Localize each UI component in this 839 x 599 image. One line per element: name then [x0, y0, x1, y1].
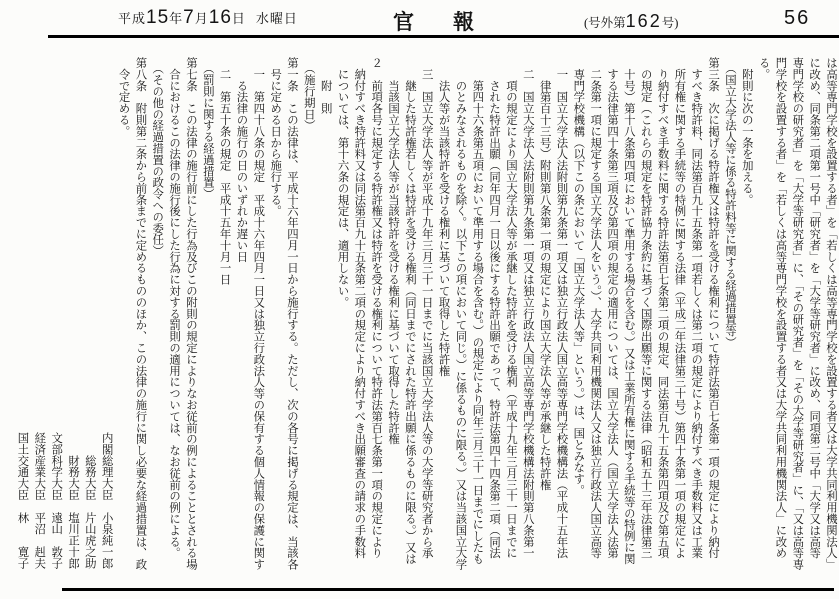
issue-num: 162 [625, 11, 662, 31]
gazette-title: 官 報 [393, 10, 483, 34]
text-column: 項の規定により国立大学法人等が承継した特許を受ける権利（平成十九年三月三十一日までに [504, 57, 517, 559]
date-day-unit: 日 [231, 11, 246, 26]
minister-signature: 財務大臣 塩川正十郎 [67, 432, 80, 569]
text-column: 第四十六条第五項において準用する場合を含む。）の規定により同年三月三十一日までにしたも [471, 57, 484, 565]
text-column: 専門学校の研究者」を「大学等研究者」に、「その研究者」を「その大学等研究者」に、「又は高等専 [791, 57, 804, 570]
minister-signature: 総務大臣 片山虎之助 [83, 432, 96, 569]
text-column: すべき特許料、同法第百九十五条第一項若しくは第二項の規定により納付すべき手数料又は工業 [690, 57, 703, 559]
text-column: 令で定める。 [117, 57, 130, 137]
text-column: 第七条 この法律の施行前にした行為及びこの附則の規定によりなお従前の例によることとされる場 [184, 57, 197, 570]
text-column: る法律の施行の日のいずれか遅い日 [235, 57, 248, 263]
page-number: 56 [784, 7, 811, 29]
issue-prefix: (号外第 [584, 16, 626, 30]
text-column: 継した特許権若しくは特許を受ける権利（同日までにされた特許出願に係るものに限る。）又は [403, 57, 416, 565]
text-column: 第八条 附則第二条から前条までに定めるもののほか、この法律の施行に関し必要な経過措置は、政 [134, 57, 147, 570]
text-column: 合におけるこの法律の施行後にした行為に対する罰則の適用については、なお従前の例による。 [168, 57, 181, 559]
issue-date [118, 7, 298, 29]
text-column: （その他の経過措置の政令への委任） [151, 57, 164, 257]
text-column: 所有権に関する手続等の特例に関する法律（平成二年法律第三十号）第四十条第一項の規定によ [673, 57, 686, 559]
text-column: （罰則に関する経過措置） [201, 57, 214, 200]
date-year: 15 [146, 7, 170, 28]
text-column: 門学校を設置する者」を「若しくは高等専門学校を設置する者又は大学共同利用機関法人」に改め [774, 57, 787, 559]
text-column: る。 [757, 57, 770, 80]
footer-rule [62, 588, 834, 591]
text-column: 第一条 この法律は、平成十六年四月一日から施行する。ただし、次の各号に掲げる規定は、当該各 [286, 57, 298, 570]
text-column: は高等専門学校を設置する者」を「若しくは高等専門学校を設置する者又は大学共同利用機関法人」 [825, 57, 837, 570]
text-column: 専門学校機構（以下この条において「国立大学法人等」という。）は、国とみなす。 [572, 57, 585, 496]
minister-signature: 国土交通大臣 林 寛子 [16, 432, 29, 569]
text-column: 第三条 次に掲げる特許権又は特許を受ける権利について特許法第百七条第一項の規定により納付 [707, 57, 720, 559]
text-column: 三 国立大学法人等が平成十九年三月三十一日までに当該国立大学法人等の大学等研究者から承 [420, 57, 433, 559]
text-column: された特許出願（同年四月一日以後にする特許出願であって、特許法第四十四条第二項（同法 [488, 57, 501, 559]
issue-suffix: 号) [661, 16, 679, 30]
text-column: 一 第四十八条の規定 平成十六年四月一日又は独立行政法人等の保有する個人情報の保護に関す [252, 57, 265, 570]
text-column: については、第十六条の規定は、適用しない。 [336, 57, 349, 308]
minister-signature: 内閣総理大臣 小泉純一郎 [100, 432, 113, 569]
minister-signature: 経済産業大臣 平沼 赳夫 [33, 432, 46, 569]
text-column: 十号）第十八条第四項において準用する場合を含む。）又は工業所有権に関する手続等の特例に関 [622, 57, 635, 565]
text-column: 納付すべき特許料又は同法第百九十五条第二項の規定により納付すべき出願審査の請求の手数料 [353, 57, 366, 559]
date-year-unit: 年 [169, 11, 184, 26]
text-column: り納付すべき手数料に関する特許法第百七条第二項の規定、同法第百九十五条第四項及び第五項 [656, 57, 669, 559]
date-day: 16 [208, 7, 232, 28]
text-column: に改め、同条第二項第一号中「研究者」を「大学等研究者」に改め、同項第二号中「大学又は高等 [808, 57, 821, 559]
text-column: （施行期日） [302, 57, 315, 132]
text-column: する法律第四十条第三項及び第四項の規定の適用については、国立大学法人（国立大学法人法第 [606, 57, 619, 559]
law-text [9, 57, 836, 584]
date-month-unit: 月 [194, 11, 209, 26]
issue-number [584, 11, 678, 32]
date-era: 平成 [118, 11, 147, 26]
masthead [0, 0, 839, 35]
text-column: 二条第一項に規定する国立大学法人をいう。）、大学共同利用機関法人又は独立行政法人国立高等 [589, 57, 602, 559]
text-column: 二 第五十条の規定 平成十五年十月一日 [218, 57, 231, 285]
text-column: 律第百十三号）附則第八条第一項の規定により国立大学法人等が承継した特許権 [538, 57, 551, 491]
minister-signature: 文部科学大臣 遠山 敦子 [50, 432, 63, 569]
date-month: 7 [183, 7, 195, 28]
text-column: 法人等が当該特許を受ける権利に基づいて取得した特許権 [437, 57, 450, 377]
text-column: 附則に次の一条を加える。 [740, 57, 753, 206]
text-column: 附 則 [319, 57, 332, 114]
text-column: （国立大学法人等に係る特許料等に関する経過措置等） [723, 57, 736, 348]
text-column: ２ 前項各号に規定する特許権又は特許を受ける権利について特許法第百七条第一項の規定により [370, 57, 383, 559]
text-column: 当該国立大学法人等が当該特許を受ける権利に基づいて取得した特許権 [387, 57, 400, 445]
text-column: のとみなされるものを除く。以下この項において同じ。）に係るものに限る。）又は当該国立大学 [454, 57, 467, 570]
weekday: 水曜日 [255, 11, 298, 26]
text-column: 号に定める日から施行する。 [269, 57, 282, 217]
text-column: 一 国立大学法人法附則第九条第一項又は独立行政法人国立高等専門学校機構法（平成十五年法 [555, 57, 568, 559]
masthead-rule [48, 35, 839, 38]
text-column: の規定（これらの規定を特許協力条約に基づく国際出願等に関する法律（昭和五十三年法律第三 [639, 57, 652, 559]
text-column: 二 国立大学法人法附則第九条第一項又は独立行政法人国立高等専門学校機構法附則第八条第一 [521, 57, 534, 559]
